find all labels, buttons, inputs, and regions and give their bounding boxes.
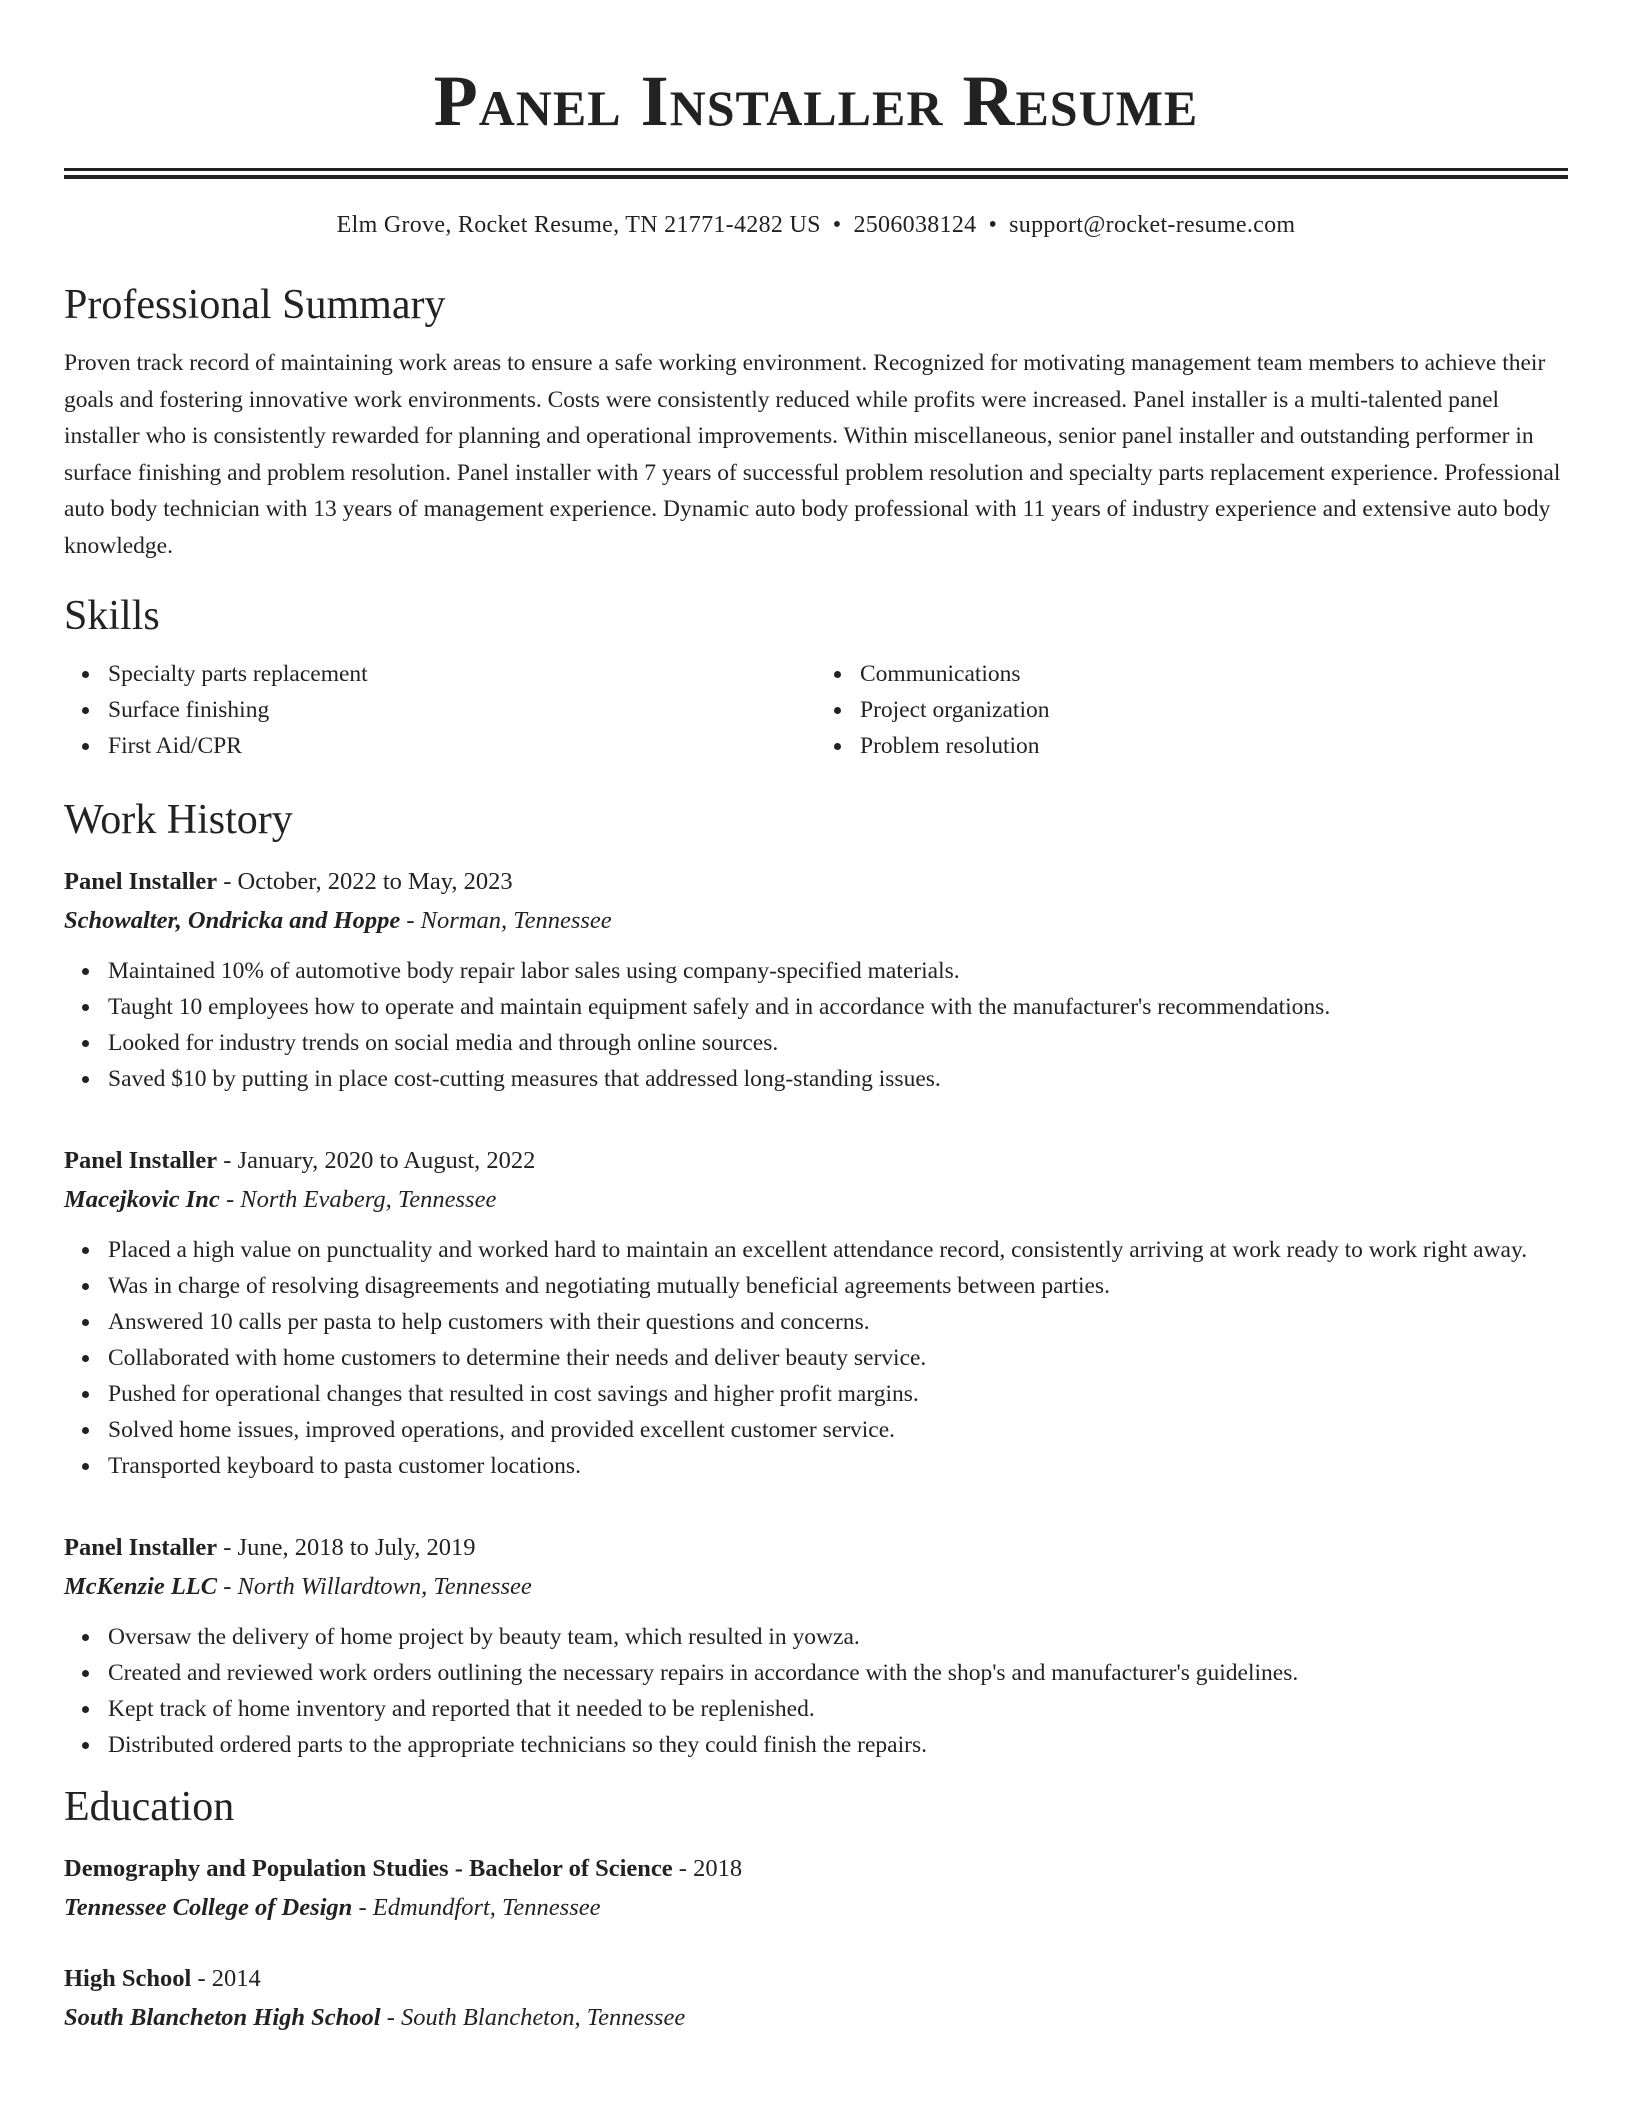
professional-summary-section xyxy=(64,279,1568,564)
job-bullet: Was in charge of resolving disagreements and negotiating mutually beneficial agreements between parties. xyxy=(108,1268,1568,1304)
job-location: Norman, Tennessee xyxy=(420,907,612,934)
job-title: Panel Installer xyxy=(64,1534,218,1561)
skill-item: First Aid/CPR xyxy=(108,728,816,764)
job-bullet: Kept track of home inventory and reported that it needed to be replenished. xyxy=(108,1691,1568,1727)
job-dates: January, 2020 to August, 2022 xyxy=(237,1147,536,1174)
contact-separator: • xyxy=(988,212,998,238)
job-bullet: Pushed for operational changes that resulted in cost savings and higher profit margins. xyxy=(108,1376,1568,1412)
job-dates: June, 2018 to July, 2019 xyxy=(237,1534,476,1561)
education-location: Edmundfort, Tennessee xyxy=(372,1894,601,1921)
job-bullet: Taught 10 employees how to operate and maintain equipment safely and in accordance with the manufacturer's recommendations. xyxy=(108,989,1568,1025)
skills-columns xyxy=(64,656,1568,764)
job-bullet: Created and reviewed work orders outlining the necessary repairs in accordance with the shop's and manufacturer's guidelines. xyxy=(108,1655,1568,1691)
job-bullets xyxy=(64,953,1568,1097)
section-heading-summary: Professional Summary xyxy=(64,282,446,328)
education-school-line: Tennessee College of Design - Edmundfort, Tennessee xyxy=(64,1894,601,1921)
education-location: South Blancheton, Tennessee xyxy=(400,2004,686,2031)
resume-title: Panel Installer Resume xyxy=(433,61,1199,141)
skills-list-right xyxy=(816,656,1568,764)
contact-separator: • xyxy=(832,212,842,238)
section-heading-work: Work History xyxy=(64,797,293,843)
job-bullet: Solved home issues, improved operations, and provided excellent customer service. xyxy=(108,1412,1568,1448)
job-title-line: Panel Installer - June, 2018 to July, 2019 xyxy=(64,1534,476,1561)
job-company: McKenzie LLC xyxy=(64,1573,218,1600)
contact-address: Elm Grove, Rocket Resume, TN 21771-4282 US xyxy=(336,212,821,238)
job-title-line: Panel Installer - October, 2022 to May, 2023 xyxy=(64,868,513,895)
education-year: 2018 xyxy=(693,1855,743,1882)
contact-line xyxy=(64,209,1568,241)
job-bullet: Maintained 10% of automotive body repair labor sales using company-specified materials. xyxy=(108,953,1568,989)
skill-item: Specialty parts replacement xyxy=(108,656,816,692)
skills-section xyxy=(64,590,1568,764)
job-location: North Willardtown, Tennessee xyxy=(237,1573,532,1600)
job-bullet: Distributed ordered parts to the appropriate technicians so they could finish the repairs. xyxy=(108,1727,1568,1763)
job-bullet: Looked for industry trends on social media and through online sources. xyxy=(108,1025,1568,1061)
job-company-line: McKenzie LLC - North Willardtown, Tennessee xyxy=(64,1573,532,1600)
job-bullet: Saved $10 by putting in place cost-cutting measures that addressed long-standing issues. xyxy=(108,1061,1568,1097)
job-bullet: Transported keyboard to pasta customer locations. xyxy=(108,1448,1568,1484)
education-degree: High School xyxy=(64,1965,192,1992)
job-dates: October, 2022 to May, 2023 xyxy=(237,868,513,895)
skill-item: Problem resolution xyxy=(860,728,1568,764)
job-title: Panel Installer xyxy=(64,1147,218,1174)
skill-item: Surface finishing xyxy=(108,692,816,728)
job-title: Panel Installer xyxy=(64,868,218,895)
job-location: North Evaberg, Tennessee xyxy=(240,1186,497,1213)
job-entry xyxy=(64,1528,1568,1763)
contact-phone: 2506038124 xyxy=(853,212,977,238)
education-section xyxy=(64,1781,1568,2037)
section-heading-skills: Skills xyxy=(64,593,160,639)
skill-item: Project organization xyxy=(860,692,1568,728)
job-company: Macejkovic Inc xyxy=(64,1186,220,1213)
job-company-line: Schowalter, Ondricka and Hoppe - Norman, Tennessee xyxy=(64,907,612,934)
education-year: 2014 xyxy=(211,1965,261,1992)
job-entry xyxy=(64,862,1568,1097)
education-school: South Blancheton High School xyxy=(64,2004,381,2031)
job-bullet: Placed a high value on punctuality and worked hard to maintain an excellent attendance record, consistently arriving at work ready to work right away. xyxy=(108,1232,1568,1268)
job-company: Schowalter, Ondricka and Hoppe xyxy=(64,907,401,934)
job-bullet: Oversaw the delivery of home project by beauty team, which resulted in yowza. xyxy=(108,1619,1568,1655)
education-degree-line: High School - 2014 xyxy=(64,1965,261,1992)
title-divider xyxy=(64,168,1568,179)
education-degree: Demography and Population Studies - Bachelor of Science xyxy=(64,1855,673,1882)
job-company-line: Macejkovic Inc - North Evaberg, Tennessee xyxy=(64,1186,497,1213)
education-degree-line: Demography and Population Studies - Bachelor of Science - 2018 xyxy=(64,1855,743,1882)
job-bullet: Collaborated with home customers to determine their needs and deliver beauty service. xyxy=(108,1340,1568,1376)
summary-text: Proven track record of maintaining work areas to ensure a safe working environment. Recognized for motivating management team members to achieve their goals and fostering innovative work environments. Costs were consistently reduced while profits were increased. Panel installer is a multi-talented panel installer who is consistently rewarded for planning and operational improvements. Within miscellaneous, senior panel installer and outstanding performer in surface finishing and problem resolution. Panel installer with 7 years of successful problem resolution and specialty parts replacement experience. Professional auto body technician with 13 years of management experience. Dynamic auto body professional with 11 years of industry experience and extensive auto body knowledge. xyxy=(64,350,1561,559)
skills-list-left xyxy=(64,656,816,764)
education-school: Tennessee College of Design xyxy=(64,1894,353,1921)
job-entry xyxy=(64,1141,1568,1484)
section-heading-education: Education xyxy=(64,1784,235,1830)
education-entry xyxy=(64,1849,1568,1927)
job-title-line: Panel Installer - January, 2020 to August, 2022 xyxy=(64,1147,536,1174)
contact-email: support@rocket-resume.com xyxy=(1009,212,1296,238)
job-bullet: Answered 10 calls per pasta to help customers with their questions and concerns. xyxy=(108,1304,1568,1340)
job-bullets xyxy=(64,1232,1568,1484)
work-history-section xyxy=(64,794,1568,1763)
education-school-line: South Blancheton High School - South Blancheton, Tennessee xyxy=(64,2004,686,2031)
education-entry xyxy=(64,1959,1568,2037)
skill-item: Communications xyxy=(860,656,1568,692)
job-bullets xyxy=(64,1619,1568,1763)
